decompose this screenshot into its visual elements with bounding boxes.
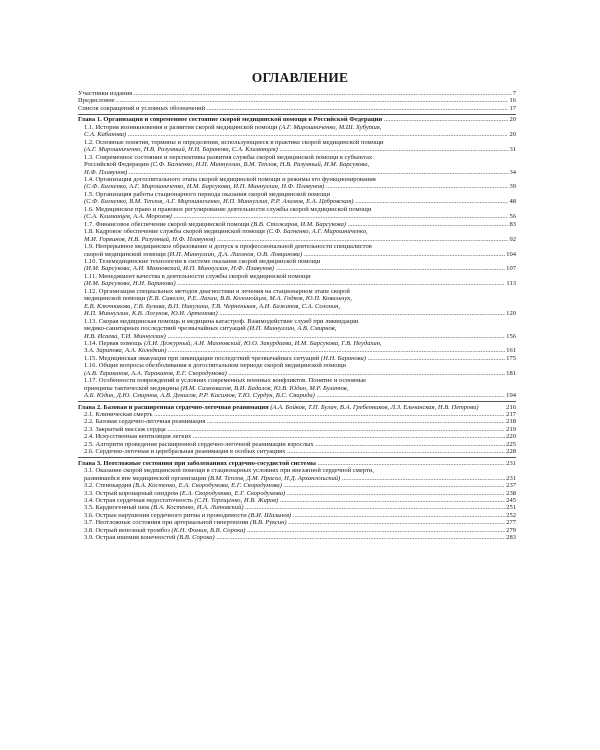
- toc-entry-text: 1.8. Кадровое обеспечение службы скорой медицинской помощи (С.Ф. Багненко, А.Г. Мирошниченко,: [84, 228, 368, 236]
- toc-entry[interactable]: [78, 243, 516, 258]
- toc-entry-page-number: 39: [509, 183, 516, 191]
- toc-entry[interactable]: [78, 441, 516, 448]
- toc-entry-page-number: 161: [506, 347, 516, 355]
- toc-entry-text: 1.2. Основные понятия, термины и определения, использующиеся в практике скорой медицинской помощи: [84, 138, 384, 146]
- toc-entry[interactable]: [78, 482, 516, 489]
- chapter-page-number: 231: [506, 459, 516, 467]
- toc-entry-line: [84, 198, 516, 205]
- toc-entry[interactable]: [78, 228, 516, 243]
- toc-entry-line: [84, 280, 516, 287]
- toc-entry[interactable]: [78, 221, 516, 228]
- toc-entry[interactable]: [78, 154, 516, 176]
- toc-entry-line: [84, 310, 516, 317]
- toc-entry-page-number: 104: [506, 250, 516, 258]
- toc-entry-text: (И.М. Барсукова, Н.Н. Баранова) .....: [84, 280, 516, 287]
- toc-entry-text: медицинской помощи (Е.В. Савелло, Р.Е. Лахин, В.В. Коломойцев, М.А. Годков, Ю.П. Ковальчук,: [84, 295, 352, 303]
- toc-entry-text: скорой медицинской помощи (И.П. Миннуллин, Д.А. Лиознов, О.В. Ловцинова) .....: [84, 251, 516, 258]
- toc-entry-text: принципы тактической медицины (И.М. Самохвалов, В.И. Бадалов, Ю.В. Юдин, М.Р. Булатов,: [84, 384, 349, 392]
- toc-entry-page-number: 245: [506, 497, 516, 505]
- toc-entry-line: [84, 504, 516, 511]
- toc-entry-line: [84, 534, 516, 541]
- toc-entry-line: [84, 325, 516, 332]
- toc-entry[interactable]: [78, 105, 516, 112]
- toc-entry-text: 1.3. Современное состояние и перспективы развития службы скорой медицинской помощи в субъектах: [84, 153, 373, 161]
- toc-entry-page-number: 113: [506, 280, 516, 288]
- page-title: ОГЛАВЛЕНИЕ: [251, 70, 349, 85]
- toc-entry-text: (С.Ф. Багненко, В.М. Теплов, А.Г. Мирошниченко, И.П. Миннуллин, Р.Р. Алимов, Е.А. Цебровская) .....: [84, 198, 516, 205]
- chapter-section: [78, 457, 516, 541]
- toc-entry-text: развившейся вне медицинской организации (В.М. Теплов, Д.М. Прасол, Н.Д. Архангельский) .....: [84, 475, 516, 482]
- toc-entry[interactable]: [78, 534, 516, 541]
- toc-entry[interactable]: [78, 512, 516, 519]
- toc-entry-text: 1.1. История возникновения и развития скорой медицинской помощи (А.Г. Мирошниченко, М.Ш. Хубутия,: [84, 123, 382, 131]
- toc-entry-line: [84, 273, 516, 280]
- toc-entry-line: [84, 333, 516, 340]
- toc-entry-page-number: 220: [506, 433, 516, 441]
- toc-entry-line: [84, 433, 516, 440]
- toc-entry-page-number: 34: [509, 168, 516, 176]
- toc-entry-text: (И.М. Барсукова, А.И. Махновский, И.П. Миннуллин, Н.Ф. Плавунов) .....: [84, 265, 516, 272]
- toc-entry-text: (С.А. Климанцев, А.А. Морозов) .....: [84, 213, 516, 220]
- toc-entry[interactable]: [78, 504, 516, 511]
- toc-entry-text: Н.Ф. Плавунов) .....: [84, 169, 516, 176]
- toc-entry-text: С.А. Кабанова) .....: [84, 131, 516, 138]
- toc-entry-page-number: 48: [509, 198, 516, 206]
- toc-entry-line: [84, 377, 516, 384]
- toc-entry-text: Российской Федерации (С.Ф. Багненко, И.П. Миннуллин, В.М. Теплов, Н.В. Разумный, И.М. Барсукова,: [84, 161, 370, 169]
- toc-entry[interactable]: [78, 318, 516, 340]
- toc-entry-text: 1.15. Медицинская эвакуация при ликвидации последствий чрезвычайных ситуаций (Н.Н. Баранова) .....: [84, 355, 516, 362]
- toc-entry[interactable]: [78, 355, 516, 362]
- toc-entry[interactable]: [78, 139, 516, 154]
- toc-entry-text: 2.5. Алгоритм проведения расширенной сердечно-легочной реанимации взрослых .....: [84, 441, 516, 448]
- toc-entry-text: 1.5. Организация работы стационарного периода оказания скорой медицинской помощи: [84, 190, 331, 198]
- toc-entry-text: 3.3. Острый коронарный синдром (Е.А. Скородумова, Е.Г. Скородумова) .....: [84, 490, 516, 497]
- toc-entry-text: 1.9. Непрерывное медицинское образование и допуск к профессиональной деятельности специалистов: [84, 243, 372, 251]
- toc-entry-line: [84, 392, 516, 399]
- toc-entry-page-number: 92: [509, 235, 516, 243]
- toc-entry-line: [84, 512, 516, 519]
- toc-entry-line: [84, 482, 516, 489]
- toc-entry[interactable]: [78, 411, 516, 418]
- toc-entry-page-number: 175: [506, 354, 516, 362]
- toc-entry-text: 1.10. Телемедицинские технологии в системе оказания скорой медицинской помощи: [84, 257, 321, 265]
- toc-entry-line: [84, 169, 516, 176]
- toc-entry-line: [84, 448, 516, 455]
- toc-entry[interactable]: [78, 362, 516, 377]
- toc-entry-line: [84, 251, 516, 258]
- toc-entry-text: 3.6. Острые нарушения сердечного ритма и проводимости (В.И. Шальнев) .....: [84, 512, 516, 519]
- toc-entry-line: [84, 519, 516, 526]
- toc-entry-line: [84, 385, 516, 392]
- toc-entry[interactable]: [78, 519, 516, 526]
- toc-entry-line: [84, 527, 516, 534]
- toc-entry-line: [84, 183, 516, 190]
- toc-page-number: 17: [509, 104, 516, 112]
- toc-entry-text: 1.17. Особенности повреждений в условиях современных военных конфликтов. Понятие и основные: [84, 377, 367, 385]
- toc-entry-line: [84, 497, 516, 504]
- chapter-title: Глава 2. Базовая и расширенная сердечно-легочная реанимация (А.А. Бойков, Т.П. Булач, В.А. Гребенников, Л.З. Ельчанская, Н.В. Петрова): [78, 403, 479, 411]
- toc-entry-line: [84, 303, 516, 310]
- toc-entry-page-number: 83: [509, 220, 516, 228]
- toc-entry-line: [84, 139, 516, 146]
- toc-entry-text: (С.Ф. Багненко, А.Г. Мирошниченко, И.М. Барсукова, И.П. Миннуллин, Н.Ф. Плавунов) .....: [84, 183, 516, 190]
- toc-entry-page-number: 56: [509, 213, 516, 221]
- chapter-heading[interactable]: [78, 116, 516, 123]
- toc-entry-page-number: 120: [506, 310, 516, 318]
- toc-entry-line: [84, 213, 516, 220]
- toc-entry-text: 2.2. Базовая сердечно-легочная реанимация .....: [84, 418, 516, 425]
- toc-entry-text: (А.В. Тараканов, А.А. Тараканов, Е.Г. Скородумова) .....: [84, 370, 516, 377]
- toc-entry-page-number: 194: [506, 392, 516, 400]
- toc-entry-page-number: 31: [509, 146, 516, 154]
- toc-entry-line: [84, 243, 516, 250]
- toc-entry-title: Предисловие .....: [78, 97, 516, 104]
- toc-entry-page-number: 251: [506, 504, 516, 512]
- toc-entry-text: (А.Г. Мирошниченко, Н.В. Разумный, Н.Н. Баранова, С.А. Климанцев) .....: [84, 146, 516, 153]
- toc-entry-title: Список сокращений и условных обозначений .....: [78, 105, 516, 112]
- toc-entry-page-number: 225: [506, 440, 516, 448]
- toc-entry-text: З.А. Зарипова, А.А. Колодкин) .....: [84, 347, 516, 354]
- toc-entry-line: [84, 411, 516, 418]
- toc-entry-line: [84, 288, 516, 295]
- toc-entry-line: [84, 146, 516, 153]
- toc-entry[interactable]: [78, 97, 516, 104]
- toc-entry-text: медико-санитарных последствий чрезвычайных ситуаций (И.П. Миннуллин, А.В. Смирнов,: [84, 325, 337, 333]
- chapter-title: Глава 1. Организация и современное состояние скорой медицинской помощи в Российской Федерации .....: [78, 116, 516, 123]
- toc-entry-text: А.Б. Юдин, Д.Ю. Смирнов, А.В. Денисов, Р.Р. Касимов, Т.Ю. Сурдун, В.С. Свирида) .....: [84, 392, 516, 399]
- toc-entry-line: [84, 265, 516, 272]
- toc-entry-text: 2.3. Закрытый массаж сердца .....: [84, 426, 516, 433]
- toc-entry-text: 3.5. Кардиогенный шок (В.А. Костенко, И.А. Литовский) .....: [84, 504, 516, 511]
- toc-entry-page-number: 283: [506, 534, 516, 542]
- toc-entry-text: 2.4. Искусственная вентиляция легких .....: [84, 433, 516, 440]
- toc-entry-line: [84, 258, 516, 265]
- toc-entry-line: [84, 176, 516, 183]
- toc-entry-text: 3.9. Острая ишемия конечностей (В.В. Сорока) .....: [84, 534, 516, 541]
- toc-entry-line: [84, 318, 516, 325]
- toc-entry-page-number: 277: [506, 519, 516, 527]
- toc-entry-line: [84, 154, 516, 161]
- toc-entry-line: [84, 191, 516, 198]
- toc-entry-page-number: 252: [506, 511, 516, 519]
- chapter-heading[interactable]: [78, 460, 516, 467]
- toc-entry-page-number: 218: [506, 418, 516, 426]
- toc-entry-page-number: 228: [506, 448, 516, 456]
- toc-entry-text: Е.В. Ключникова, Г.В. Булава, В.П. Никулина, Т.В. Черненькая, А.И. Бажанов, С.А. Солонин,: [84, 302, 341, 310]
- toc-entry-text: И.В. Исаева, Т.И. Миннуллин) .....: [84, 333, 516, 340]
- toc-entry-line: [84, 355, 516, 362]
- toc-entry[interactable]: [78, 90, 516, 97]
- toc-entry-text: 2.6. Сердечно-легочная и церебральная реанимация в особых ситуациях .....: [84, 448, 516, 455]
- chapter-section: [78, 401, 516, 456]
- toc-page-number: 7: [512, 90, 516, 97]
- toc-entry[interactable]: [78, 433, 516, 440]
- toc-entry[interactable]: [78, 288, 516, 318]
- toc-entry-text: 3.2. Стенокардия (В.А. Костенко, Е.А. Скородумова, Е.Г. Скородумова) .....: [84, 482, 516, 489]
- chapter-page-number: 20: [509, 116, 516, 124]
- toc-entry-text: М.И. Горяинов, Н.В. Разумный, Н.Ф. Плавунов) .....: [84, 236, 516, 243]
- toc-entry[interactable]: [78, 206, 516, 221]
- toc-entry-line: [84, 131, 516, 138]
- toc-entry-text: 1.11. Менеджмент качества в деятельности службы скорой медицинской помощи: [84, 272, 311, 280]
- chapter-page-number: 216: [506, 403, 516, 411]
- toc-entry-page-number: 237: [506, 482, 516, 490]
- toc-entry-line: [84, 490, 516, 497]
- toc-entry[interactable]: [78, 490, 516, 497]
- toc-entry-line: [84, 340, 516, 347]
- toc-entry[interactable]: [78, 377, 516, 399]
- toc-entry-text: 1.13. Скорая медицинская помощь и медицина катастроф. Взаимодействие служб при ликвидации: [84, 317, 359, 325]
- toc-entry-text: 3.8. Острый венозный тромбоз (К.Н. Фомин, В.В. Сорока) .....: [84, 527, 516, 534]
- toc-entry-text: 2.1. Клиническая смерть .....: [84, 411, 516, 418]
- toc-entry-line: [84, 475, 516, 482]
- toc-entry-text: 1.14. Первая помощь (Л.И. Дежурный, А.И. Махновский, Ю.О. Закурдаева, И.М. Барсукова, Г.В. Неудахин,: [84, 339, 382, 347]
- toc-entry-title: Участники издания .....: [78, 90, 516, 97]
- chapter-title: Глава 3. Неотложные состояния при заболеваниях сердечно-сосудистой системы .....: [78, 460, 516, 467]
- toc-entry[interactable]: [78, 448, 516, 455]
- toc-entry-page-number: 279: [506, 526, 516, 534]
- toc-entry[interactable]: [78, 273, 516, 288]
- toc-entry-line: [84, 418, 516, 425]
- toc-entry-text: 1.6. Медицинское право и правовое регулирование деятельности службы скорой медицинской помощи: [84, 205, 372, 213]
- toc-entry[interactable]: [78, 497, 516, 504]
- toc-entry-text: 1.16. Общие вопросы обезболивания в догоспитальном периоде скорой медицинской помощи: [84, 362, 347, 370]
- toc-entry[interactable]: [78, 176, 516, 191]
- front-matter: [78, 90, 516, 112]
- chapter-heading[interactable]: [78, 404, 516, 411]
- toc-entry[interactable]: [78, 258, 516, 273]
- toc-entry[interactable]: [78, 418, 516, 425]
- toc-entry[interactable]: [78, 426, 516, 433]
- toc-entry-line: [84, 206, 516, 213]
- toc-entry-line: [84, 467, 516, 474]
- toc-entry-text: 3.4. Острая сердечная недостаточность (С.Н. Терещенко, И.В. Жиров) .....: [84, 497, 516, 504]
- toc-entry-line: [84, 221, 516, 228]
- toc-entry-page-number: 219: [506, 425, 516, 433]
- toc-entry[interactable]: [78, 340, 516, 355]
- toc-entry-text: 1.7. Финансовое обеспечение скорой медицинской помощи (В.В. Стожаров, И.М. Барсукова) .....: [84, 221, 516, 228]
- toc-entry-line: [84, 295, 516, 302]
- toc-entry-line: [84, 228, 516, 235]
- toc-entry-text: 1.4. Организация догоспитального этапа скорой медицинской помощи и режимы его функционирования: [84, 175, 376, 183]
- toc-entry-page-number: 20: [509, 131, 516, 139]
- toc-entry-page-number: 231: [506, 474, 516, 482]
- toc-entry[interactable]: [78, 527, 516, 534]
- toc-entry-page-number: 238: [506, 489, 516, 497]
- toc-page-number: 16: [509, 97, 516, 105]
- toc-entry-page-number: 181: [506, 369, 516, 377]
- chapter-section: [78, 114, 516, 400]
- toc-entry-line: [84, 124, 516, 131]
- table-of-contents: [78, 90, 516, 542]
- toc-entry-page-number: 156: [506, 332, 516, 340]
- toc-entry[interactable]: [78, 467, 516, 482]
- toc-entry[interactable]: [78, 124, 516, 139]
- toc-entry-line: [84, 426, 516, 433]
- toc-entry-line: [84, 347, 516, 354]
- toc-entry[interactable]: [78, 191, 516, 206]
- toc-entry-text: И.П. Миннуллин, К.В. Логунов, Ю.И. Артемова) .....: [84, 310, 516, 317]
- toc-entry-line: [84, 236, 516, 243]
- toc-entry-line: [84, 161, 516, 168]
- toc-entry-line: [84, 441, 516, 448]
- toc-entry-text: 3.1. Оказание скорой медицинской помощи в стационарных условиях при внезапной сердечной смерти,: [84, 467, 374, 475]
- toc-entry-page-number: 217: [506, 411, 516, 419]
- toc-entry-line: [84, 370, 516, 377]
- toc-entry-text: 1.12. Организация специальных методов диагностики и лечения на стационарном этапе скорой: [84, 287, 350, 295]
- toc-entry-line: [84, 362, 516, 369]
- toc-entry-page-number: 107: [506, 265, 516, 273]
- toc-entry-text: 3.7. Неотложные состояния при артериальной гипертензии (В.В. Руксин) .....: [84, 519, 516, 526]
